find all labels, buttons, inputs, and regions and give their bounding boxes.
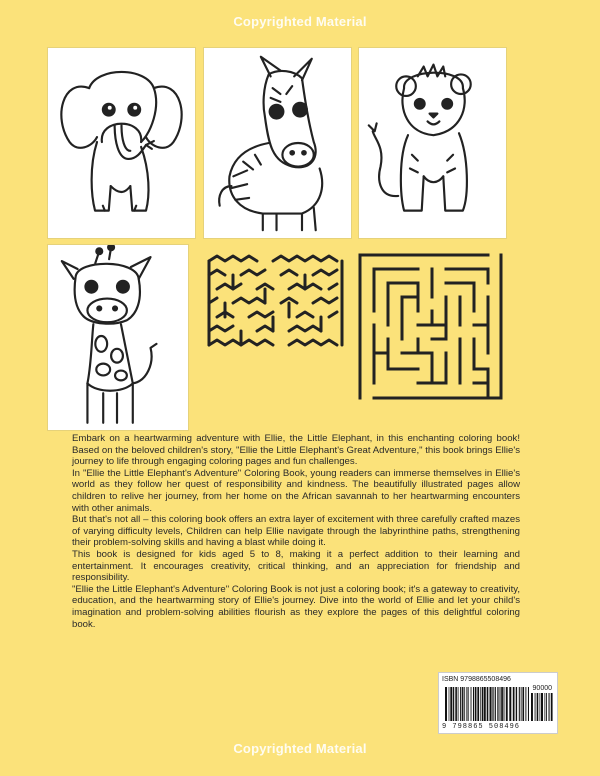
barcode-bar (471, 687, 472, 721)
barcode-bar (445, 687, 447, 721)
barcode-bar (450, 687, 452, 721)
lion-cub-icon (359, 48, 506, 238)
barcode-bar (519, 687, 520, 721)
barcode-bar (501, 687, 503, 721)
isbn-label: ISBN 9798865508496 (442, 676, 511, 683)
barcode-bar (468, 687, 469, 721)
zebra-illustration (203, 47, 352, 239)
barcode-bar (544, 693, 545, 721)
barcode-bar (528, 687, 529, 721)
square-maze-icon (358, 253, 503, 400)
barcode-bar (449, 687, 450, 721)
barcode-bar (509, 687, 511, 721)
barcode-bar (487, 687, 489, 721)
zebra-icon (204, 48, 351, 238)
barcode-bar (497, 687, 498, 721)
square-maze (358, 253, 503, 400)
barcode-bar (455, 687, 457, 721)
barcode-bar (506, 687, 508, 721)
barcode-bar (521, 687, 522, 721)
giraffe-icon (48, 245, 188, 430)
book-description (72, 433, 520, 630)
description-paragraph-3: But that's not all – this coloring book offers an extra layer of excitement with three carefully crafted mazes of varying difficulty levels, Children can help Ellie navigate through the labyrinthine paths, strengthening their problem-solving skills and having a blast while doing it. (72, 514, 520, 549)
isbn-digits: 9 798865 508496 (442, 723, 521, 731)
barcode-bar (492, 687, 493, 721)
barcode-bar (464, 687, 465, 721)
barcode-bar (484, 687, 486, 721)
barcode-bar (475, 687, 476, 721)
barcode-bar (535, 693, 536, 721)
description-paragraph-1: Embark on a heartwarming adventure with Ellie, the Little Elephant, in this enchanting coloring book! Based on the beloved children's story, "Ellie the Little Elephant's Great Adventure," this book brings Ellie's journey to life through engaging coloring pages and fun challenges. (72, 433, 520, 468)
barcode-bar (453, 687, 454, 721)
price-barcode-bars-icon (531, 693, 553, 721)
barcode-bar (522, 687, 524, 721)
barcode-bar (525, 687, 526, 721)
barcode-bar (458, 687, 459, 721)
description-paragraph-5: "Ellie the Little Elephant's Adventure" Coloring Book is not just a coloring book; it's a gateway to creativity, education, and the heartwarming story of Ellie's journey. Dive into the world of Ellie and let your child's imagination and problem-solving abilities flourish as they explore the pages of this delightful coloring book. (72, 583, 520, 630)
barcode-bar (462, 687, 463, 721)
barcode-bars-icon (445, 687, 529, 721)
barcode-bar (513, 687, 515, 721)
barcode-bar (546, 693, 547, 721)
hexagon-maze (203, 253, 348, 353)
barcode-bar (516, 687, 517, 721)
lion-cub-illustration (358, 47, 507, 239)
isbn-barcode (438, 672, 558, 734)
elephant-icon (48, 48, 195, 238)
watermark-bottom: Copyrighted Material (233, 741, 367, 756)
description-paragraph-4: This book is designed for kids aged 5 to 8, making it a perfect addition to their learning and entertainment. It encourages creativity, critical thinking, and an appreciation for friendship and responsibility. (72, 548, 520, 584)
barcode-bar (466, 687, 467, 721)
barcode-bar (473, 687, 474, 721)
barcode-bar (482, 687, 483, 721)
barcode-bar (480, 687, 481, 721)
description-paragraph-2: In "Ellie the Little Elephant's Adventure" Coloring Book, young readers can immerse themselves in Ellie's world as they follow her quest of responsibility and kindness. The beautifully illustrated pages allow children to relive her journey, from her home on the African savannah to her heartwarming encounters with other animals. (72, 467, 520, 514)
barcode-bar (477, 687, 479, 721)
barcode-bar (549, 693, 550, 721)
barcode-bar (460, 687, 461, 721)
giraffe-illustration (47, 244, 189, 431)
barcode-bar (551, 693, 553, 721)
barcode-bar (500, 687, 501, 721)
watermark-top: Copyrighted Material (233, 14, 367, 29)
barcode-bar (531, 693, 533, 721)
barcode-bar (490, 687, 492, 721)
price-code: 90000 (532, 685, 552, 692)
barcode-bar (504, 687, 505, 721)
elephant-illustration (47, 47, 196, 239)
barcode-bar (537, 693, 539, 721)
barcode-bar (541, 693, 543, 721)
barcode-bar (495, 687, 496, 721)
hexagon-maze-icon (203, 253, 348, 353)
barcode-bar (540, 693, 541, 721)
